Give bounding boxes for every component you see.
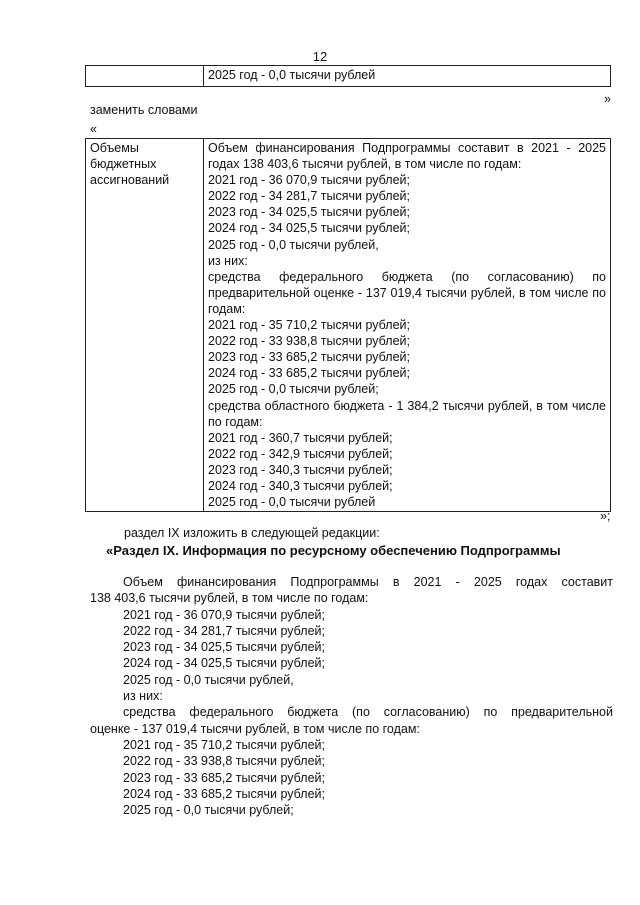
label-line: бюджетных [90,157,157,172]
federal-funds-intro: средства федерального бюджета (по согласованию) по предварительной оценке - 137 019,4 тысячи рублей, в том числе по годам: [208,269,606,316]
table-row [86,66,611,87]
closing-quote: »; [600,509,611,523]
label-line: Объемы [90,141,139,155]
year-line: 2025 год - 0,0 тысячи рублей; [123,803,294,818]
year-line: 2024 год - 34 025,5 тысячи рублей; [123,656,325,671]
year-line: 2021 год - 36 070,9 тысячи рублей; [208,173,410,188]
closing-quote: » [604,92,611,106]
year-line: 2022 год - 33 938,8 тысячи рублей; [123,754,325,769]
regional-funds-intro: средства областного бюджета - 1 384,2 тысячи рублей, в том числе по годам: [208,398,606,429]
section-instruction: раздел IX изложить в следующей редакции: [124,526,380,540]
year-line: 2024 год - 33 685,2 тысячи рублей; [208,366,410,381]
table-row [86,139,611,512]
replace-instruction: заменить словами [90,103,198,117]
year-line: 2022 год - 33 938,8 тысячи рублей; [208,334,410,349]
year-line: 2021 год - 35 710,2 тысячи рублей; [123,737,325,752]
year-line: 2023 год - 34 025,5 тысячи рублей; [208,205,410,220]
year-line: 2024 год - 34 025,5 тысячи рублей; [208,221,410,236]
year-line: 2023 год - 34 025,5 тысячи рублей; [123,640,325,655]
label-line: ассигнований [90,173,170,188]
budget-allocations-table [85,138,611,512]
table-cell-value: 2025 год - 0,0 тысячи рублей [204,66,611,87]
year-line: 2022 год - 34 281,7 тысячи рублей; [123,623,325,638]
year-line: 2025 год - 0,0 тысячи рублей, [123,672,294,687]
year-line: 2025 год - 0,0 тысячи рублей; [208,382,379,397]
year-line: 2024 год - 33 685,2 тысячи рублей; [123,786,325,801]
year-line: 2022 год - 34 281,7 тысячи рублей; [208,189,410,204]
opening-quote: « [90,122,97,136]
year-line: 2023 год - 33 685,2 тысячи рублей; [208,350,410,365]
previous-table-fragment [85,65,611,87]
year-line: 2025 год - 0,0 тысячи рублей, [208,237,379,252]
year-line: 2021 год - 35 710,2 тысячи рублей; [208,318,410,333]
funding-paragraph-first-line: Объем финансирования Подпрограммы в 2021 - 2025 годах составит [123,575,613,589]
text-line: из них: [123,689,163,704]
section-body [90,574,613,818]
page-number: 12 [312,49,328,64]
year-line: 2021 год - 36 070,9 тысячи рублей; [123,607,325,622]
funding-intro: Объем финансирования Подпрограммы составит в 2021 - 2025 годах 138 403,6 тысячи рублей, в том числе по годам: [208,141,606,172]
text-line: из них: [208,253,248,268]
table-cell-label [86,66,204,87]
year-line: 2023 год - 340,3 тысячи рублей; [208,462,393,477]
year-line: 2025 год - 0,0 тысячи рублей [208,495,376,510]
year-line: 2024 год - 340,3 тысячи рублей; [208,478,393,493]
federal-paragraph-second-line: оценке - 137 019,4 тысячи рублей, в том числе по годам: [90,721,420,736]
federal-paragraph-first-line: средства федерального бюджета (по согласованию) по предварительной [123,705,613,720]
year-line: 2022 год - 342,9 тысячи рублей; [208,446,393,461]
year-line: 2021 год - 360,7 тысячи рублей; [208,430,393,445]
table-cell-label [86,139,204,512]
table-cell-value [204,139,611,512]
section-heading: «Раздел IX. Информация по ресурсному обеспечению Подпрограммы [106,543,561,558]
funding-paragraph-second-line: 138 403,6 тысячи рублей, в том числе по годам: [90,591,369,606]
year-line: 2023 год - 33 685,2 тысячи рублей; [123,770,325,785]
